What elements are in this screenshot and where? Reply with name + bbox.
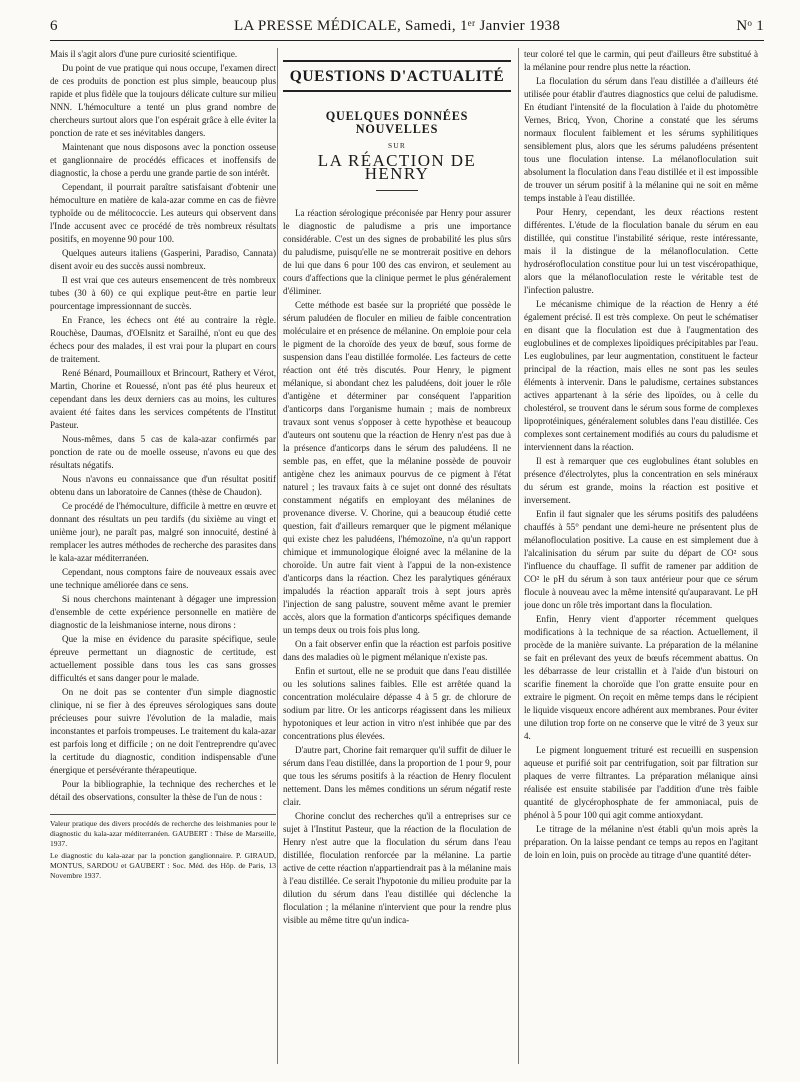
title-rule: [376, 190, 418, 191]
paragraph: On ne doit pas se contenter d'un simple diagnostic clinique, ni se fier à des épreuves sérologiques sans doute précieuses pour suivre l'évolution de la maladie, mais inconstantes et parfois trompeuses. Le traitement du kala-azar est parfois long et difficile ; on ne doit l'entreprendre qu'avec la certitude du diagnostic, condition indispensable d'une énergique et persévérante thérapeutique.: [50, 687, 276, 775]
page-number: 6: [50, 17, 58, 34]
paragraph: Chorine conclut des recherches qu'il a entreprises sur ce sujet à l'Institut Pasteur, que la réaction de la floculation de Henry n'est autre que la floculation du sérum dans l'eau distillée, floculation renforcée par la mélanine. La partie active de cette réaction n'appartiendrait pas à la mélanine mais à l'eau distillée. Ce serait l'hypotonie du milieu produite par la dilution du sérum dans l'eau distillée qui déclenche la floculation ; la mélanine n'intervient que pour la rendre plus visible au même titre qu'un indica-: [283, 811, 511, 925]
paragraph: Mais il s'agit alors d'une pure curiosité scientifique.: [50, 49, 238, 59]
footnote: Valeur pratique des divers procédés de recherche des leishmanies pour le diagnostic du kala-azar méditerranéen. GAUBERT : Thèse de Marseille, 1937.: [50, 819, 276, 848]
paragraph: Le mécanisme chimique de la réaction de Henry a été également précisé. Il est très complexe. On peut le schématiser en disant que la floculation est due à l'augmentation des euglobulines et de complexes lipoïdiques précipitables par l'eau. Les euglobulines, par leur augmentation, constituent le facteur principal de la réaction, mais elles ne sont pas les seules éléments à intervenir. Dans le paludisme, certaines substances actives appartenant à la série des lipoïdes, ou à celle du cholestérol, se trouvent dans le sérum sous forme de complexes lipoprotéiniques, généralement solubles dans l'eau distillée. Ces complexes sont certainement modifiés au cours du paludisme et interviennent dans la réaction.: [524, 299, 758, 452]
article-subtitle: QUELQUES DONNÉES NOUVELLES: [325, 109, 469, 136]
paragraph: Nous-mêmes, dans 5 cas de kala-azar confirmés par ponction de rate ou de moelle osseuse, n'avons eu que des résultats négatifs.: [50, 434, 276, 470]
paragraph: Que la mise en évidence du parasite spécifique, seule épreuve permettant un diagnostic de certitude, est actuellement possible dans tous les cas sans grosses difficultés et sans danger pour le malade.: [50, 634, 276, 683]
paragraph: Quelques auteurs italiens (Gasperini, Paradiso, Cannata) disent avoir eu des succès aussi nombreux.: [50, 248, 276, 271]
paragraph: Cependant, nous comptons faire de nouveaux essais avec une technique améliorée dans ce sens.: [50, 567, 276, 590]
paragraph: La floculation du sérum dans l'eau distillée a d'ailleurs été utilisée pour établir d'autres diagnostics que celui de paludisme. En étudiant l'intensité de la floculation à l'aide du photomètre Vernes, Bricq, Yvon, Chorine a constaté que les sérums normaux floculent faiblement et les sérums syphilitiques sensiblement plus, alors que les sérums paludéens présentent tous une floculation intense. La mélanofloculation suit absolument la floculation dans l'eau distillée et il est impossible de trouver un sérum positif à la mélanine qui ne soit en même temps instable à l'eau distillée.: [524, 76, 758, 203]
paragraph: Enfin, Henry vient d'apporter récemment quelques modifications à la technique de sa réaction. Actuellement, il procède de la manière suivante. La préparation de la mélanine se fait en prélevant des yeux de bœufs récemment abattus. On les débarrasse de leur cristallin et à l'aide d'un bistouri on scarifie finement la choroïde que l'on gratte ensuite pour en extraire le pigment. On reçoit en même temps dans le récipient le liquide visqueux encore adhérent aux membranes. Pour éviter une dilution trop forte on ne conserve que le vitré de 3 yeux sur 4.: [524, 614, 758, 741]
paragraph: Du point de vue pratique qui nous occupe, l'examen direct de ces produits de ponction est plus simple, beaucoup plus rapide et plus fidèle que la toujours délicate culture sur milieu NNN. L'hémoculture a tenté un plus grand nombre de chercheurs surtout alors que l'on espérait grâce à elle éviter la ponction de rate et ses inévitables dangers.: [50, 63, 276, 138]
paragraph: Ce procédé de l'hémoculture, difficile à mettre en œuvre et donnant des résultats un peu tardifs (du sixième au vingt et unième jour), ne paraît pas, malgré son innocuité, destiné à remplacer les autres méthodes de recherche des parasites dans le kala-azar méditerranéen.: [50, 501, 276, 563]
paragraph: On a fait observer enfin que la réaction est parfois positive dans des maladies où le pigment mélanique n'existe pas.: [283, 639, 511, 662]
paragraph: Nous n'avons eu connaissance que d'un résultat positif obtenu dans un laboratoire de Cannes (thèse de Chaudon).: [50, 474, 276, 497]
section-heading: QUESTIONS D'ACTUALITÉ: [283, 60, 511, 92]
paragraph: En France, les échecs ont été au contraire la règle. Rouchèse, Daumas, d'OElsnitz et Sarailhé, n'ont eu que des échecs pour des malades, il est vrai pour la plupart en cours de traitement.: [50, 315, 276, 364]
paragraph: Le pigment longuement trituré est recueilli en suspension aqueuse et purifié soit par centrifugation, soit par filtration sur plaques de verre filtrantes. La préparation mélanique ainsi réalisée est ensuite stabilisée par l'addition d'une très faible quantité de glycérophosphate de fer ammoniacal, puis de phénol à 5 pour 100 qui agit comme antioxydant.: [524, 745, 758, 820]
paragraph: Il est à remarquer que ces euglobulines étant solubles en présence d'électrolytes, plus la concentration en sels minéraux du sérum est grande, moins la réaction est positive et inversement.: [524, 456, 758, 505]
middle-column: [283, 48, 511, 1064]
paragraph: Cette méthode est basée sur la propriété que possède le sérum paludéen de floculer en milieu de faible concentration moléculaire et en présence de mélanine. On emploie pour cela le pigment de la choroïde des yeux de bœuf, sous forme de suspension dans l'eau distillée formolée. Les facteurs de cette réaction ont été très discutés. Pour Henry, le pigment mélanique, si abondant chez les paludéens, doit jouer le rôle d'antigène et déterminer par conséquent l'apparition d'anticorps dans l'organisme humain ; mais de nombreux travaux sont venus s'opposer à cette hypothèse et beaucoup d'auteurs ont soutenu que la réaction de Henry n'est pas due à la présence d'anticorps dans le sérum des paludéens. Il ne semble pas, en effet, que la mélanine possède de pouvoir antigène chez les animaux pourvus de ce pigment à l'état naturel ; les travaux faits à ce sujet ont donné des résultats constamment négatifs en employant des mélanines de provenance diverse. V. Chorine, qui a beaucoup étudié cette question, fait d'ailleurs remarquer que le pigment mélanique qui existe chez les paludéens, l'hémozoïne, n'a qu'un rapport chimique et immunologique éloigné avec la mélanine de la choroïde. Un autre fait vient à l'appui de la non-existence d'anticorps dans la réaction. Chez les paralytiques généraux impaludés la réaction apparaît trois à sept jours après l'injection de sang palustre, souvent même avant le premier accès, alors que la formation d'anticorps spécifiques demande un temps deux ou trois fois plus long.: [283, 300, 511, 635]
page-header: [50, 14, 764, 38]
paragraph: René Bénard, Poumailloux et Brincourt, Rathery et Vérot, Martin, Chorine et Rouessé, n'ont pas été plus heureux et cependant dans les deux derniers cas au moins, les cultures avaient été faites dans les services compétents de l'Institut Pasteur.: [50, 368, 276, 430]
footnote-separator: [50, 814, 276, 815]
paragraph: teur coloré tel que le carmin, qui peut d'ailleurs être substitué à la mélanine pour rendre plus nette la réaction.: [524, 49, 758, 72]
paragraph: Enfin il faut signaler que les sérums positifs des paludéens chauffés à 55° pendant une demi-heure ne présentent plus de mélanofloculation positive. La cause en est simplement due à l'alcalinisation du sérum par suite du départ de CO² sous l'influence du chauffage. Il suffit de ramener par addition de CO² le pH du sérum à son taux antérieur pour que ce sérum flocule à nouveau avec la même intensité qu'auparavant. Le pH joue donc un rôle très important dans la floculation.: [524, 509, 758, 610]
column-divider-2: [518, 48, 519, 1064]
paragraph: Enfin et surtout, elle ne se produit que dans l'eau distillée ou les solutions salines faibles. Elle est arrêtée quand la concentration moléculaire dépasse 4 à 5 gr. de chlorure de sodium par litre. Or les anticorps réagissent dans les milieux hypotoniques et leur action in vitro n'est inhibée que par des concentrations plus élevées.: [283, 666, 511, 741]
paragraph: Maintenant que nous disposons avec la ponction osseuse et ganglionnaire de procédés efficaces et inoffensifs de diagnostic, la chose a perdu une grande partie de son intérêt.: [50, 142, 276, 178]
paragraph: Le titrage de la mélanine n'est établi qu'un mois après la préparation. On la laisse pendant ce temps au repos en l'agitant de loin en loin, puis on procède au titrage d'une quantité déter-: [524, 824, 758, 860]
paragraph: Si nous cherchons maintenant à dégager une impression d'ensemble de cette expérience personnelle en matière de diagnostic de la leishmaniose interne, nous dirons :: [50, 594, 276, 630]
column-divider-1: [277, 48, 278, 1064]
left-column: [50, 48, 276, 1064]
header-rule: [50, 40, 764, 41]
issue-number: Nᵒ 1: [736, 17, 764, 34]
paragraph: Il est vrai que ces auteurs ensemencent de très nombreux tubes (30 à 60) ce qui explique peut-être en partie leur pourcentage impressionnant de succès.: [50, 275, 276, 311]
article-title: LA RÉACTION DE HENRY: [317, 151, 477, 183]
paragraph: D'autre part, Chorine fait remarquer qu'il suffit de diluer le sérum dans l'eau distillée, dans la proportion de 1 pour 9, pour que tous les sérums positifs à la réaction de Henry floculent nettement. Dans les mêmes conditions un sérum négatif reste clair.: [283, 745, 511, 807]
paragraph: La réaction sérologique préconisée par Henry pour assurer le diagnostic de paludisme a pris une importance considérable. C'est un des signes de probabilité les plus sûrs du paludisme, puisqu'elle ne se montrerait positive en dehors de lui que dans 6 pour 100 des cas environ, et seulement au cours d'affections que la clinique permet le plus généralement d'éliminer.: [283, 208, 511, 296]
paragraph: Cependant, il pourrait paraître satisfaisant d'obtenir une hémoculture en matière de kala-azar comme en cas de fièvre typhoïde ou de mélitococcie. Les auteurs qui observent dans l'Inde accusent avec ce procédé de très nombreux résultats positifs, en moyenne 90 pour 100.: [50, 182, 276, 244]
paragraph: Pour la bibliographie, la technique des recherches et le détail des observations, consulter la thèse de l'un de nous :: [50, 779, 276, 802]
footnote: Le diagnostic du kala-azar par la ponction ganglionnaire. P. GIRAUD, MONTUS, SARDOU et GAUBERT : Soc. Méd. des Hôp. de Paris, 13 Novembre 1937.: [50, 851, 276, 880]
right-column: [524, 48, 758, 1064]
paragraph: Pour Henry, cependant, les deux réactions restent différentes. L'étude de la floculation banale du sérum en eau distillée, qui constitue l'instabilité sérique, reste intéressante, mais il la distingue de la mélanofloculation. Cette hydrosérofloculation constitue pour lui un test viscéropathique, alors que la mélanofloculation reste le véritable test de l'infection palustre.: [524, 207, 758, 295]
journal-title-line: LA PRESSE MÉDICALE, Samedi, 1ᵉʳ Janvier 1938: [234, 17, 561, 34]
article-connector: SUR: [388, 141, 406, 150]
